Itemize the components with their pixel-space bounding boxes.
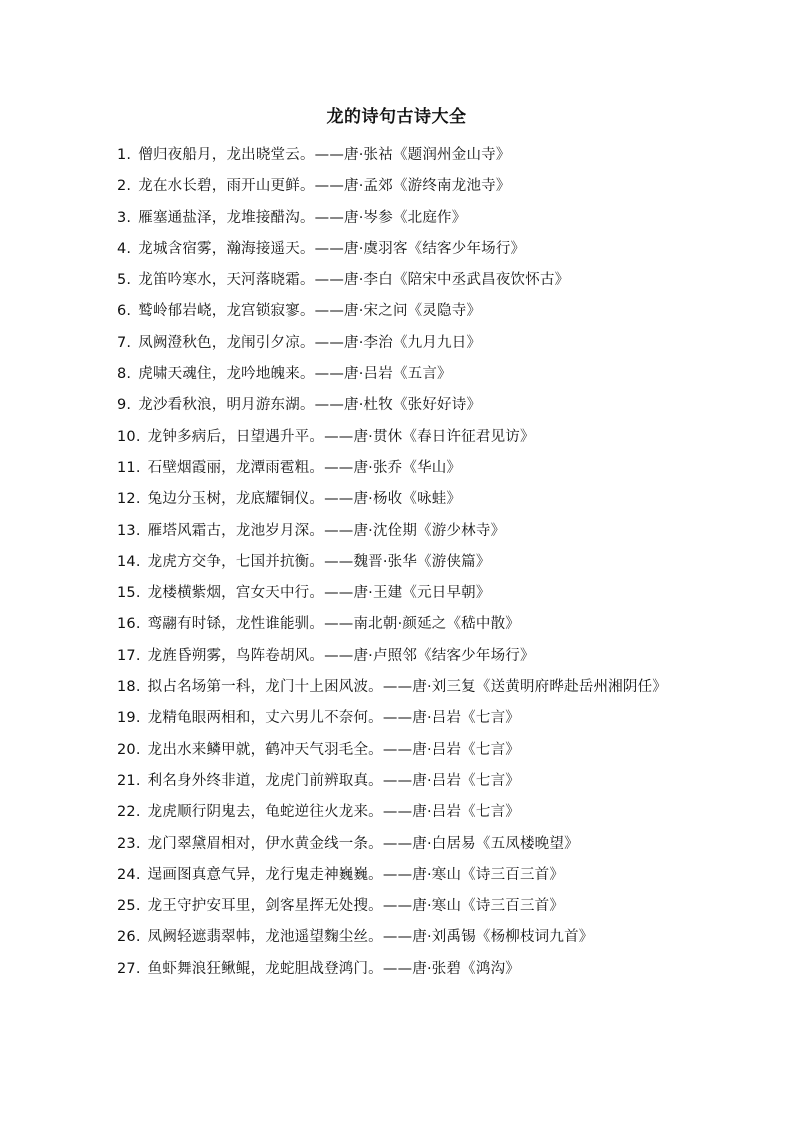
poem-text: 利名身外终非道，龙虎门前辨取真。——唐·吕岩《七言》 [147,772,520,789]
poem-text: 逞画图真意气异，龙行鬼走神巍巍。——唐·寒山《诗三百三首》 [147,866,565,883]
poem-line [117,484,683,515]
line-number: 17. [117,647,141,664]
poem-line [117,390,683,421]
poem-line [117,609,683,640]
poem-text: 凤阙澄秋色，龙闱引夕凉。——唐·李治《九月九日》 [138,334,482,351]
poem-text: 龙王守护安耳里，剑客星挥无处搜。——唐·寒山《诗三百三首》 [147,898,565,915]
poem-text: 凤阙轻遮翡翠帏，龙池遥望麴尘丝。——唐·刘禹锡《杨柳枝词九首》 [147,929,594,946]
poem-line [117,453,683,484]
poem-line [117,516,683,547]
poem-text: 龙门翠黛眉相对，伊水黄金线一条。——唐·白居易《五凤楼晚望》 [147,835,579,852]
poem-text: 龙在水长碧，雨开山更鲜。——唐·孟郊《游终南龙池寺》 [138,178,511,195]
poem-text: 龙楼横紫烟，宫女天中行。——唐·王建《元日早朝》 [147,585,491,602]
line-number: 22. [117,804,141,821]
poem-line [117,547,683,578]
poem-text: 龙出水来鳞甲就，鹤冲天气羽毛全。——唐·吕岩《七言》 [147,741,520,758]
line-number: 25. [117,898,141,915]
poem-text: 石壁烟霞丽，龙潭雨雹粗。——唐·张乔《华山》 [147,459,462,476]
poem-line [117,234,683,265]
poem-text: 龙沙看秋浪，明月游东湖。——唐·杜牧《张好好诗》 [138,397,482,414]
poem-line [117,641,683,672]
line-number: 12. [117,491,141,508]
poem-text: 龙城含宿雾，瀚海接遥天。——唐·虞羽客《结客少年场行》 [138,240,526,257]
poem-text: 雁塞通盐泽，龙堆接醋沟。——唐·岑参《北庭作》 [138,209,467,226]
poem-line [117,359,683,390]
line-number: 13. [117,522,141,539]
poem-text: 兔边分玉树，龙底耀铜仪。——唐·杨收《咏蛙》 [147,491,462,508]
line-number: 11. [117,459,141,476]
poem-line [117,140,683,171]
poem-text: 鸾翮有时铩，龙性谁能驯。——南北朝·颜延之《嵇中散》 [147,616,520,633]
line-number: 18. [117,679,141,696]
poem-line [117,797,683,828]
poem-line [117,171,683,202]
poem-line [117,203,683,234]
line-number: 10. [117,428,141,445]
poem-line [117,766,683,797]
poem-text: 鱼虾舞浪狂鳅鲲，龙蛇胆战登鸿门。——唐·张碧《鸿沟》 [147,960,520,977]
line-number: 4. [117,240,132,257]
line-number: 5. [117,272,132,289]
poem-line [117,328,683,359]
line-number: 26. [117,929,141,946]
poem-line [117,954,683,985]
poem-line [117,422,683,453]
poem-text: 龙钟多病后，日望遇升平。——唐·贯休《春日许征君见访》 [147,428,535,445]
poem-line [117,891,683,922]
line-number: 21. [117,772,141,789]
poem-line [117,829,683,860]
poem-text: 雁塔风霜古，龙池岁月深。——唐·沈佺期《游少林寺》 [147,522,506,539]
poem-text: 龙虎方交争，七国并抗衡。——魏晋·张华《游侠篇》 [147,553,491,570]
poem-text: 龙笛吟寒水，天河落晓霜。——唐·李白《陪宋中丞武昌夜饮怀古》 [138,272,570,289]
poem-text: 龙虎顺行阴鬼去，龟蛇逆往火龙来。——唐·吕岩《七言》 [147,804,520,821]
poem-line [117,296,683,327]
poem-text: 鹫岭郁岩峣，龙宫锁寂寥。——唐·宋之问《灵隐寺》 [138,303,482,320]
line-number: 2. [117,178,132,195]
line-number: 23. [117,835,141,852]
poem-text: 龙旌昏朔雾，鸟阵卷胡风。——唐·卢照邻《结客少年场行》 [147,647,535,664]
poem-line [117,578,683,609]
poem-list [117,140,683,985]
line-number: 9. [117,397,132,414]
line-number: 3. [117,209,132,226]
poem-line [117,860,683,891]
line-number: 19. [117,710,141,727]
line-number: 14. [117,553,141,570]
line-number: 15. [117,585,141,602]
poem-line [117,265,683,296]
poem-text: 龙精龟眼两相和，丈六男儿不奈何。——唐·吕岩《七言》 [147,710,520,727]
poem-text: 虎啸天魂住，龙吟地魄来。——唐·吕岩《五言》 [138,366,452,383]
line-number: 8. [117,366,132,383]
line-number: 20. [117,741,141,758]
poem-line [117,735,683,766]
poem-line [117,703,683,734]
poem-text: 拟占名场第一科，龙门十上困风波。——唐·刘三复《送黄明府晔赴岳州湘阴任》 [147,679,667,696]
poem-line [117,672,683,703]
poem-text: 僧归夜船月，龙出晓堂云。——唐·张祜《题润州金山寺》 [138,147,511,163]
line-number: 1. [117,147,132,163]
line-number: 6. [117,303,132,320]
line-number: 24. [117,866,141,883]
line-number: 16. [117,616,141,633]
page-title: 龙的诗句古诗大全 [326,107,467,127]
line-number: 27. [117,960,141,977]
poem-line [117,922,683,953]
line-number: 7. [117,334,132,351]
